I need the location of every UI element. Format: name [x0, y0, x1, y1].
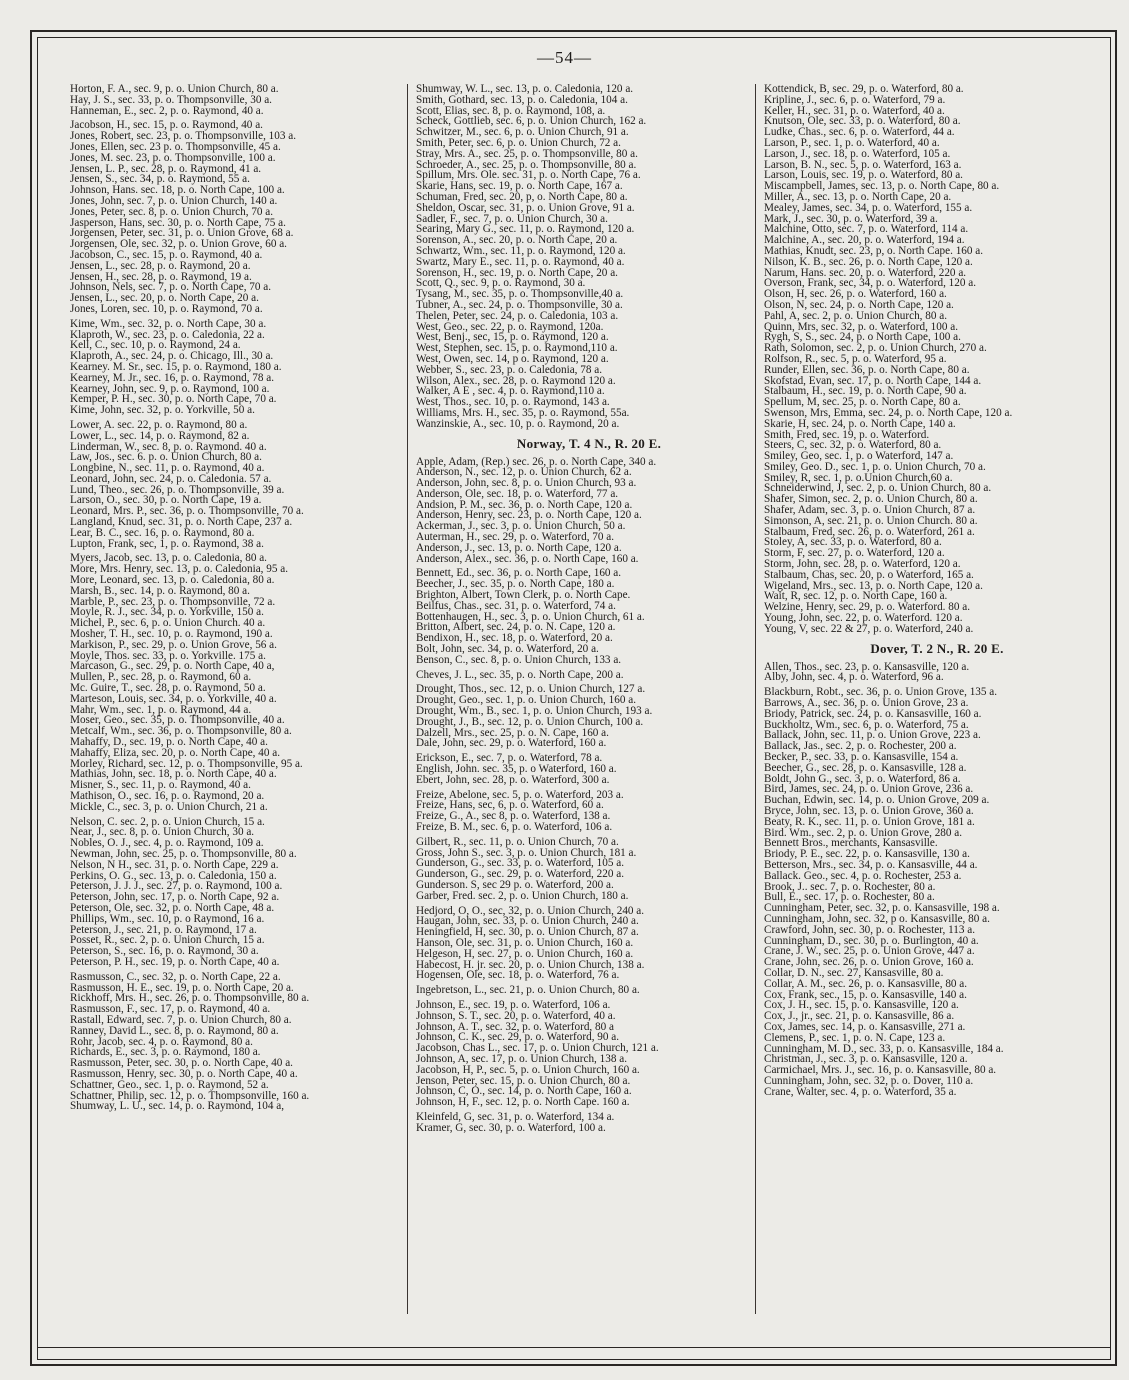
directory-entry: Mathison, O., sec. 16, p. o. Raymond, 20 a.	[70, 790, 265, 802]
directory-entry: Sheldon, Oscar, sec. 31, p. o. Union Grove, 91 a.	[416, 201, 635, 214]
directory-entry: Young, V, sec. 22 & 27, p. o. Waterford, 240 a.	[764, 622, 974, 635]
directory-entry: Jasperson, Hans, sec. 30, p. o. North Cape, 75 a.	[70, 216, 286, 229]
directory-entry: Lear, B. C., sec. 16, p. o. Raymond, 80 a.	[70, 526, 255, 539]
directory-entry: Hogensen, Ole, sec. 18, p. o. Waterford, 76 a.	[416, 969, 620, 982]
directory-entry: Smith, Fred, sec. 19, p. o. Waterford.	[764, 428, 930, 441]
directory-entry: Hanneman, E., sec. 2, p. o. Raymond, 40 a.	[70, 104, 264, 117]
directory-entry: Bird, James, sec. 24, p. o. Union Grove, 236 a.	[764, 783, 974, 796]
directory-entry: Allen, Thos., sec. 23, p. o. Kansasville, 120 a.	[764, 660, 970, 673]
directory-entry: Rasmusson, F., sec. 17, p. o. Raymond, 40 a.	[70, 1003, 271, 1016]
directory-entry: Carmichael, Mrs. J., sec. 16, p. o. Kansasville, 80 a.	[764, 1064, 997, 1077]
directory-entry: Rasmusson, H. E., sec. 19, p. o. North Cape, 20 a.	[70, 981, 294, 994]
directory-entry: Nilson, K. B., sec. 26, p. o. North Cape, 120 a.	[764, 255, 973, 268]
directory-entry: Collar, D. N., sec. 27, Kansasville, 80 a.	[764, 966, 944, 979]
directory-entry: Blackburn, Robt., sec. 36, p. o. Union Grove, 135 a.	[764, 686, 998, 699]
directory-entry: Gunderson, G., sec. 33, p. o. Waterford, 105 a.	[416, 857, 624, 870]
directory-entry: Kottendick, B, sec. 29, p. o. Waterford, 80 a.	[764, 83, 964, 95]
directory-entry: Crawford, John, sec. 30, p. o. Rochester, 113 a.	[764, 923, 976, 936]
directory-entry: Anderson, John, sec. 8, p. o. Union Church, 93 a.	[416, 477, 637, 490]
directory-entry: Walker, A E , sec. 4, p. o. Raymond,110 a.	[416, 385, 605, 398]
directory-entry: Scott, Elias, sec. 8, p. o. Raymond, 108, a.	[416, 104, 606, 117]
directory-entry: Young, John, sec. 22, p. o. Waterford. 120 a.	[764, 612, 963, 625]
directory-entry: Moyle, R. J., sec. 34, p. o. Yorkville, 150 a.	[70, 606, 264, 619]
directory-entry: Beecher, J., sec. 35, p. o. North Cape, 180 a.	[416, 578, 615, 591]
directory-entry: More, Leonard, sec. 13, p. o. Caledonia, 80 a.	[70, 574, 275, 587]
directory-entry: Rygh, S, S., sec. 24, p. o North Cape, 100 a.	[764, 331, 961, 344]
directory-entry: Crane, John, sec. 26, p. o. Union Grove, 160 a.	[764, 956, 974, 969]
directory-entry: Heningfield, H, sec. 30, p. o. Union Church, 87 a.	[416, 926, 639, 939]
directory-entry: Ackerman, J., sec. 3, p. o. Union Church, 50 a.	[416, 520, 626, 533]
directory-entry: Schneiderwind, J, sec. 2, p. o. Union Church, 80 a.	[764, 482, 992, 495]
directory-entry: Rasmusson, Henry, sec. 30, p. o. North Cape, 40 a.	[70, 1067, 298, 1080]
directory-entry: Perkins, O. G., sec. 13, p. o. Caledonia, 150 a.	[70, 869, 277, 882]
directory-entry: Tysang, M., sec. 35, p. o. Thompsonville,40 a.	[416, 288, 624, 301]
directory-entry: Buchan, Edwin, sec. 14, p. o. Union Grove, 209 a.	[764, 794, 990, 807]
directory-entry: Dalzell, Mrs., sec. 25, p. o. N. Cape, 160 a.	[416, 726, 609, 739]
directory-entry: Nobles, O. J., sec. 4, p. o. Raymond, 109 a.	[70, 837, 264, 850]
directory-entry: Anderson, Ole, sec. 18, p. o. Waterford, 77 a.	[416, 487, 619, 500]
township-heading: Norway, T. 4 N., R. 20 E.	[516, 435, 662, 451]
directory-entry: Williams, Mrs. H., sec. 35, p. o. Raymond, 55a.	[416, 406, 630, 419]
directory-entry: Johnson, S. T., sec. 20, p. o. Waterford, 40 a.	[416, 1009, 616, 1022]
directory-entry: Briody, P. E., sec. 22, p. o. Kansasville, 130 a.	[764, 848, 970, 861]
directory-entry: Tubner, A., sec. 24, p. o. Thompsonville, 30 a.	[416, 298, 623, 311]
directory-entry: Steers, C, sec. 32, p. o. Waterford, 80 a.	[764, 439, 942, 452]
directory-entry: Smiley, R, sec. 1, p. o.Union Church,60 a.	[764, 471, 953, 484]
directory-entry: Anderson, Alex., sec. 36, p. o. North Cape, 160 a.	[416, 552, 639, 565]
directory-entry: Bennett Bros., merchants, Kansasville.	[764, 837, 938, 850]
directory-entry: Near, J., sec. 8, p. o. Union Church, 30 a.	[70, 826, 255, 839]
directory-entry: Gunderson, G., sec. 29, p. o. Waterford, 220 a.	[416, 868, 624, 881]
directory-entry: Jacobson, H, P., sec. 5, p. o. Union Church, 160 a.	[416, 1063, 640, 1076]
directory-entry: Hay, J. S., sec. 33, p. o. Thompsonville, 30 a.	[70, 93, 272, 106]
directory-entry: Storm, John, sec. 28, p. o. Waterford, 120 a.	[764, 558, 961, 571]
column-divider	[407, 84, 408, 1314]
directory-entry: Betterson, Mrs., sec. 34, p. o. Kansasville, 44 a.	[764, 858, 978, 871]
directory-entry: Stalbaum, Chas, sec. 20, p. o Waterford, 165 a.	[764, 568, 974, 581]
directory-entry: Thelen, Peter, sec. 24, p. o. Caledonia, 103 a.	[416, 309, 619, 322]
directory-entry: Kime, Wm., sec. 32, p. o. North Cape, 30 a.	[70, 317, 267, 330]
directory-entry: Marsh, B., sec. 14, p. o. Raymond, 80 a.	[70, 584, 250, 597]
directory-entry: Boldt, John G., sec. 3, p. o. Waterford, 86 a.	[764, 772, 961, 785]
directory-entry: Bird. Wm., sec. 2, p. o. Union Grove, 280 a.	[764, 826, 963, 839]
directory-entry: Cunningham, M. D., sec. 33, p. o. Kansasville, 184 a.	[764, 1042, 1004, 1055]
directory-entry: Jones, Loren, sec. 10, p. o. Raymond, 70 a.	[70, 302, 263, 315]
directory-entry: Bull, E., sec. 17, p. o. Rochester, 80 a.	[764, 891, 935, 904]
directory-entry: Langland, Knud, sec. 31, p. o. North Cape, 237 a.	[70, 516, 293, 529]
directory-entry: Overson, Frank, sec, 34, p. o. Waterford, 120 a.	[764, 277, 977, 290]
directory-entry: Klaproth, A., sec. 24, p. o. Chicago, Ill., 30 a.	[70, 350, 274, 363]
directory-entry: Cox, J. H., sec. 15, p. o. Kansasville, 120 a.	[764, 999, 959, 1012]
directory-entry: Kime, John, sec. 32, p. o. Yorkville, 50 a.	[70, 404, 255, 417]
directory-entry: Mahr, Wm., sec. 1, p. o. Raymond, 44 a.	[70, 703, 252, 716]
directory-entry: Sorenson, A., sec. 20, p. o. North Cape, 20 a.	[416, 234, 618, 247]
directory-entry: Longbine, N., sec. 11, p. o. Raymond, 40 a.	[70, 462, 265, 475]
directory-entry: Schwartz, Wm., sec. 11, p. o. Raymond, 120 a.	[416, 244, 626, 257]
directory-entry: Shumway, L. U., sec. 14, p. o. Raymond, 104 a,	[70, 1100, 284, 1113]
directory-entry: Beecher, G., sec. 28, p. o. Kansasville, 128 a.	[764, 761, 967, 774]
directory-entry: Mullen, P., sec. 28, p. o. Raymond, 60 a.	[70, 671, 252, 684]
directory-entry: Schuman, Fred, sec. 20, p, o. North Cape, 80 a.	[416, 190, 628, 203]
directory-entry: Freize, Abelone, sec. 5, p. o. Waterford, 203 a.	[416, 788, 624, 801]
directory-entry: Larson, J., sec. 18, p. o. Waterford, 105 a.	[764, 147, 951, 160]
directory-entry: Crane, Walter, sec. 4, p. o. Waterford, 35 a.	[764, 1085, 957, 1098]
directory-entry: Malchine, A., sec. 20, p. o. Waterford, 194 a.	[764, 234, 965, 247]
directory-entry: Horton, F. A., sec. 9, p. o. Union Church, 80 a.	[70, 83, 279, 95]
directory-entry: Rickhoff, Mrs. H., sec. 26, p. o. Thompsonville, 80 a.	[70, 992, 310, 1005]
directory-entry: West, Owen, sec. 14, p o. Raymond, 120 a.	[416, 352, 609, 365]
directory-entry: Freize, G., A., sec 8, p. o. Waterford, 138 a.	[416, 810, 611, 823]
directory-entry: Stray, Mrs. A., sec. 25, p. o. Thompsonville, 80 a.	[416, 147, 638, 160]
directory-entry: Kripline, J., sec. 6, p. o. Waterford, 79 a.	[764, 93, 946, 106]
directory-entry: Schroeder, A., sec. 25, p. o. Thompsonville, 80 a.	[416, 158, 637, 171]
directory-entry: Mahaffy, D., sec. 19, p. o. North Cape, 40 a.	[70, 736, 268, 749]
directory-entry: Kearney. M. Sr., sec. 15, p. o. Raymond, 180 a.	[70, 360, 282, 373]
directory-entry: Leonard, Mrs. P., sec. 36, p. o. Thompsonville, 70 a.	[70, 505, 304, 518]
directory-entry: Bendixon, H., sec. 18, p. o. Waterford, 20 a.	[416, 632, 613, 645]
directory-entry: Ballack. Geo., sec. 4, p. o. Rochester, 253 a.	[764, 869, 962, 882]
directory-entry: Wait, R, sec. 12, p. o. North Cape, 160 a.	[764, 590, 948, 603]
directory-entry: Markison, P., sec. 29, p. o. Union Grove, 56 a.	[70, 638, 277, 651]
directory-entry: Jensen, L., sec. 20, p. o. North Cape, 20 a.	[70, 292, 259, 305]
directory-entry: Auterman, H., sec. 29, p. o. Waterford, 70 a.	[416, 531, 615, 544]
directory-entry: Larson, Louis, sec. 19, p. o. Waterford, 80 a.	[764, 169, 963, 182]
directory-entry: Metcalf, Wm., sec. 36, p. o. Thompsonville, 80 a.	[70, 725, 292, 738]
directory-entry: Smith, Gothard, sec. 13, p. o. Caledonia, 104 a.	[416, 93, 628, 106]
directory-entry: Garber, Fred. sec. 2, p. o. Union Church, 180 a.	[416, 889, 629, 902]
directory-entry: Searing, Mary G., sec. 11, p. o. Raymond, 120 a.	[416, 223, 635, 236]
directory-entry: Jensen, L. P., sec. 28, p. o. Raymond, 41 a.	[70, 162, 262, 175]
directory-entry: Shumway, W. L., sec. 13, p. o. Caledonia, 120 a.	[416, 83, 634, 95]
directory-entry: Mickle, C., sec. 3, p. o. Union Church, 21 a.	[70, 800, 268, 813]
directory-entry: West, Stephen, sec. 15, p. o. Raymond,110 a.	[416, 342, 618, 355]
directory-entry: Phillips, Wm., sec. 10, p. o Raymond, 16 a.	[70, 912, 265, 925]
directory-entry: Peterson, P. H., sec. 19, p. o. North Cape, 40 a.	[70, 955, 280, 968]
directory-entry: Johnson, A. T., sec. 32, p. o. Waterford, 80 a	[416, 1020, 614, 1033]
directory-entry: Bottenhaugen, H., sec. 3, p. o. Union Church, 61 a.	[416, 610, 645, 623]
directory-entry: Misner, S., sec. 11, p. o. Raymond, 40 a.	[70, 779, 251, 792]
directory-entry: Miscampbell, James, sec. 13, p. o. North Cape, 80 a.	[764, 180, 1000, 193]
directory-entry: Haugan, John, sec. 33, p. o. Union Church, 240 a.	[416, 915, 639, 928]
directory-entry: Larson, P., sec. 1, p. o. Waterford, 40 a.	[764, 136, 940, 149]
directory-entry: Morley, Richard, sec. 12, p. o. Thompsonville, 95 a.	[70, 757, 303, 770]
directory-entry: Schattner, Philip, sec. 12, p. o. Thompsonville, 160 a.	[70, 1089, 310, 1102]
directory-entry: Cunningham, John, sec. 32, p. o. Dover, 110 a.	[764, 1074, 974, 1087]
directory-entry: Jones, Peter, sec. 8, p. o. Union Church, 70 a.	[70, 205, 274, 218]
directory-entry: Marcason, G., sec. 29, p. o. North Cape, 40 a,	[70, 660, 275, 673]
directory-entry: Drought, Wm., B., sec. 1, p. o. Union Church, 193 a.	[416, 705, 653, 718]
directory-entry: Bolt, John, sec. 34, p. o. Waterford, 20 a.	[416, 643, 599, 656]
directory-entry: Leonard, John, sec. 24, p. o. Caledonia. 57 a.	[70, 472, 272, 485]
directory-entry: Schattner, Geo., sec. 1, p. o. Raymond, 52 a.	[70, 1078, 269, 1091]
directory-entry: Lupton, Frank, sec, 1, p. o. Raymond, 38 a.	[70, 537, 264, 550]
directory-entry: Erickson, E., sec. 7, p. o. Waterford, 78 a.	[416, 752, 603, 765]
directory-entry: Spillum, Mrs. Ole. sec. 31, p. o. North Cape, 76 a.	[416, 169, 641, 182]
directory-entry: Kearney, M. Jr., sec. 16, p. o. Raymond, 78 a.	[70, 371, 275, 384]
directory-entry: Ballack, John, sec. 11, p. o. Union Grove, 223 a.	[764, 729, 981, 742]
directory-entry: Cunningham, John, sec. 32, p o. Kansasville, 80 a.	[764, 912, 990, 925]
directory-entry: Wanzinskie, A., sec. 10, p. o. Raymond, 20 a.	[416, 417, 620, 430]
directory-entry: West, Geo., sec. 22, p. o. Raymond, 120a.	[416, 320, 604, 333]
directory-entry: Freize, B. M., sec. 6, p. o. Waterford, 106 a.	[416, 821, 613, 833]
directory-entry: Bryce, John, sec. 13, p. o. Union Grove, 360 a.	[764, 805, 974, 817]
directory-entry: Rohr, Jacob, sec. 4, p. o. Raymond, 80 a.	[70, 1035, 253, 1048]
directory-entry: Beaty, R. K., sec. 11, p. o. Union Grove, 181 a.	[764, 815, 975, 828]
directory-entry: Jenson, Peter, sec. 15, p. o. Union Church, 80 a.	[416, 1074, 631, 1087]
bottom-rule	[37, 1347, 1111, 1348]
directory-entry: Johnson, H, F., sec. 12, p. o. North Cape. 160 a.	[416, 1096, 630, 1109]
directory-entry: Law, Jos., sec. 6. p. o. Union Church, 80 a.	[70, 451, 262, 464]
directory-entry: Johnson, E., sec. 19, p. o. Waterford, 106 a.	[416, 998, 611, 1011]
directory-entry: Gilbert, R., sec. 11, p. o. Union Church, 70 a.	[416, 835, 619, 848]
column-1	[70, 84, 416, 1112]
directory-entry: Mark, J., sec. 30, p. o. Waterford, 39 a.	[764, 212, 938, 225]
directory-entry: Hedjord, O, O., sec, 32, p. o. Union Church, 240 a.	[416, 904, 645, 917]
directory-entry: Christman, J., sec. 3, p. o. Kansasville, 120 a.	[764, 1053, 968, 1066]
directory-entry: Cox, Frank, sec., 15, p. o. Kansasville, 140 a.	[764, 988, 967, 1001]
directory-entry: Mealey, James, sec. 34, p. o. Waterford, 155 a.	[764, 201, 973, 214]
directory-entry: Klaproth, W., sec. 23, p. o. Caledonia, 22 a.	[70, 328, 265, 341]
directory-entry: Rastall, Edward, sec. 7, p. o. Union Church, 80 a.	[70, 1013, 292, 1026]
directory-entry: Malchine, Otto, sec. 7, p. o. Waterford, 114 a.	[764, 223, 969, 236]
directory-entry: Mosher, T. H., sec. 10, p. o. Raymond, 190 a.	[70, 628, 273, 641]
directory-entry: English, John. sec. 35, p. o Waterford, 160 a.	[416, 763, 617, 776]
directory-entry: Scheck, Gottlieb, sec. 6, p. o. Union Church, 162 a.	[416, 115, 647, 128]
directory-entry: Swartz, Mary E., sec. 11, p. o. Raymond, 40 a.	[416, 255, 625, 268]
directory-entry: Jorgensen, Ole, sec. 32, p. o. Union Grove, 60 a.	[70, 238, 287, 251]
directory-entry: Skarie, Hans, sec. 19, p. o. North Cape, 167 a.	[416, 180, 623, 193]
directory-entry: Rath, Solomon, sec. 2, p. o. Union Church, 270 a.	[764, 342, 987, 355]
directory-entry: Brighton, Albert, Town Clerk, p. o. North Cape.	[416, 589, 631, 602]
directory-entry: Ludke, Chas., sec. 6, p. o. Waterford, 44 a.	[764, 126, 955, 139]
directory-entry: Mathias, John, sec. 18, p. o. North Cape, 40 a.	[70, 768, 277, 781]
directory-entry: Kleinfeld, G, sec. 31, p. o. Waterford, 134 a.	[416, 1110, 615, 1123]
directory-entry: Barrows, A., sec. 36, p. o. Union Grove, 23 a.	[764, 697, 969, 710]
directory-entry: Skarie, H, sec. 24, p. o. North Cape, 140 a.	[764, 417, 956, 430]
directory-entry: Gunderson. S, sec 29 p. o. Waterford, 200 a.	[416, 878, 614, 891]
directory-entry: Ebert, John, sec. 28, p. o. Waterford, 300 a.	[416, 773, 610, 786]
directory-entry: Simonson, A, sec. 21, p. o. Union Church. 80 a.	[764, 514, 978, 527]
directory-entry: Cunningham, D., sec. 30, p. o. Burlington, 40 a.	[764, 934, 979, 947]
directory-entry: Jensen, L., sec. 28, p. o. Raymond, 20 a.	[70, 259, 251, 272]
township-heading: Dover, T. 2 N., R. 20 E.	[870, 640, 1004, 656]
directory-entry: Nelson, C. sec. 2, p. o. Union Church, 15 a.	[70, 815, 265, 828]
directory-entry: Richards, E., sec. 3, p. o. Raymond, 180 a.	[70, 1046, 261, 1059]
directory-entry: Cheves, J. L., sec. 35, p. o. North Cape, 200 a.	[416, 668, 624, 681]
directory-entry: Wigeland, Mrs., sec. 13, p. o. North Cape, 120 a.	[764, 579, 983, 592]
directory-entry: Cunningham, Peter, sec. 32, p. o. Kansasville, 198 a.	[764, 902, 1000, 915]
directory-entry: Swenson, Mrs, Emma, sec. 24, p. o. North Cape, 120 a.	[764, 406, 1013, 419]
directory-entry: Buckholtz, Wm., sec. 6, p. o. Waterford, 75 a.	[764, 718, 969, 731]
directory-entry: Andsion, P. M., sec. 36, p. o. North Cape, 120 a.	[416, 498, 633, 511]
directory-entry: Smiley, Geo, sec. 1, p. o Waterford, 147 a.	[764, 450, 954, 463]
directory-entry: Newman, John, sec. 25, p. o. Thompsonville, 80 a.	[70, 847, 297, 860]
directory-entry: Brook, J.. sec. 7, p. o. Rochester, 80 a.	[764, 880, 936, 893]
directory-entry: Jones, Ellen, sec. 23 p. o. Thompsonville, 45 a.	[70, 140, 281, 153]
column-3	[764, 84, 1110, 1098]
directory-entry: Marteson, Louis, sec. 34, p. o. Yorkville, 40 a.	[70, 692, 277, 705]
directory-entry: Jacobson, H., sec. 15, p. o. Raymond, 40 a.	[70, 119, 263, 132]
directory-entry: Bennett, Ed., sec. 36, p. o. North Cape, 160 a.	[416, 567, 622, 580]
directory-entry: Mahaffy, Eliza, sec. 20, p. o. North Cape, 40 a.	[70, 746, 281, 759]
directory-entry: Jensen, H., sec. 28, p. o. Raymond, 19 a.	[70, 270, 252, 283]
directory-entry: Quinn, Mrs, sec. 32, p. o. Waterford, 100 a.	[764, 320, 959, 333]
directory-entry: Drought, Thos., sec. 12, p. o. Union Church, 127 a.	[416, 683, 646, 696]
directory-entry: Rasmusson, Peter, sec. 30, p. o. North Cape, 40 a.	[70, 1057, 293, 1070]
directory-entry: Narum, Hans. sec. 20, p. o. Waterford, 220 a.	[764, 266, 967, 279]
directory-entry: Ballack, Jas., sec. 2, p. o. Rochester, 200 a.	[764, 740, 957, 753]
directory-entry: West, Thos., sec. 10, p. o. Raymond, 143 a.	[416, 396, 610, 409]
directory-entry: Stalbaum, Fred, sec. 26, p. o. Waterford, 261 a.	[764, 525, 975, 538]
directory-entry: Smiley, Geo. D., sec. 1, p. o. Union Church, 70 a.	[764, 460, 986, 473]
directory-entry: Peterson, J. J. J., sec. 27, p. o. Raymond, 100 a.	[70, 880, 283, 893]
directory-entry: Johnson, Nels, sec. 7, p. o. North Cape, 70 a.	[70, 281, 272, 294]
directory-entry: Peterson, J., sec. 21, p. o. Raymond, 17 a.	[70, 923, 257, 936]
column-divider	[755, 84, 756, 1314]
directory-entry: More, Mrs. Henry, sec. 13, p. o. Caledonia, 95 a.	[70, 563, 289, 576]
directory-entry: Larson, B. N., sec. 5, p. o. Waterford, 163 a.	[764, 158, 962, 171]
directory-entry: Peterson, S., sec. 16, p. o. Raymond, 30 a.	[70, 945, 259, 958]
directory-entry: Anderson, N., sec. 12, p. o. Union Church, 62 a.	[416, 466, 632, 479]
column-2	[416, 84, 762, 1134]
directory-entry: Skofstad, Evan, sec. 17, p. o. North Cape, 144 a.	[764, 374, 982, 387]
directory-entry: Jones, M. sec. 23, p. o. Thompsonville, 100 a.	[70, 151, 276, 164]
directory-entry: Helgeson, H, sec. 27, p. o. Union Church, 160 a.	[416, 947, 634, 960]
directory-entry: Shafer, Simon, sec. 2, p. o. Union Church, 80 a.	[764, 493, 978, 506]
directory-entry: Clemens, P., sec. 1, p. o. N. Cape, 123 a.	[764, 1031, 946, 1044]
directory-entry: Sadler, F., sec. 7, p. o. Union Church, 30 a.	[416, 212, 608, 225]
directory-entry: Cox, J., jr., sec. 21, p. o. Kansasville, 86 a.	[764, 1010, 955, 1023]
directory-entry: Smith, Peter, sec. 6, p. o. Union Church, 72 a.	[416, 136, 621, 149]
directory-entry: Johnson, C. K., sec. 29, p. o. Waterford, 90 a.	[416, 1031, 620, 1044]
directory-entry: Johnson, C, O., sec. 14, p. o. North Cape, 160 a.	[416, 1085, 632, 1098]
directory-entry: Kramer, G, sec. 30, p. o. Waterford, 100 a.	[416, 1121, 606, 1134]
directory-entry: Runder, Ellen, sec. 36, p. o. North Cape, 80 a.	[764, 363, 970, 376]
directory-entry: Stoley, A, sec. 33, p. o. Waterford, 80 a.	[764, 536, 942, 549]
directory-entry: Anderson, J., sec. 13, p. o. North Cape, 120 a.	[416, 541, 622, 554]
directory-entry: Ingebretson, L., sec. 21, p. o. Union Church, 80 a.	[416, 984, 640, 997]
directory-entry: Spellum, M, sec. 25, p. o. North Cape, 80 a.	[764, 396, 961, 409]
directory-entry: Sorenson, H., sec. 19, p. o. North Cape, 20 a.	[416, 266, 618, 279]
directory-entry: Apple, Adam, (Rep.) sec. 26, p. o. North Cape, 340 a.	[416, 455, 657, 468]
directory-entry: Becker, P., sec. 33, p. o. Kansasville, 154 a.	[764, 751, 959, 764]
directory-entry: Keller, H., sec. 31, p. o. Waterford, 40 a.	[764, 104, 945, 117]
directory-entry: Freize, Hans, sec, 6, p. o. Waterford, 60 a.	[416, 799, 604, 812]
directory-entry: Marble, P., sec. 23, p. o. Thompsonville, 72 a.	[70, 595, 276, 608]
directory-entry: Kearney, John, sec. 9, p. o. Raymond, 100 a.	[70, 382, 270, 395]
directory-entry: Gross, John S., sec. 3, p. o. Union Church, 181 a.	[416, 846, 637, 859]
directory-entry: Beilfus, Chas., sec. 31, p. o. Waterford, 74 a.	[416, 599, 616, 612]
page-number: —54—	[537, 48, 592, 67]
directory-entry: Johnson, A, sec. 17, p. o. Union Church, 138 a.	[416, 1052, 627, 1065]
directory-entry: Lower, A. sec. 22, p. o. Raymond, 80 a.	[70, 418, 248, 431]
directory-entry: Myers, Jacob, sec. 13, p. o. Caledonia, 80 a.	[70, 552, 267, 565]
directory-entry: Pahl, A, sec. 2, p. o. Union Church, 80 a.	[764, 309, 948, 322]
directory-entry: Scott, Q., sec. 9, p. o. Raymond, 30 a.	[416, 277, 586, 290]
directory-entry: Nelson, N H., sec. 31, p. o. North Cape, 229 a.	[70, 858, 279, 871]
directory-entry: Kemper, P. H., sec. 30, p. o. North Cape, 70 a.	[70, 393, 277, 406]
directory-entry: Schwitzer, M., sec. 6, p. o. Union Church, 91 a.	[416, 126, 629, 139]
directory-entry: Collar, A. M., sec. 26, p. o. Kansasville, 80 a.	[764, 977, 968, 990]
directory-entry: Rolfson, R., sec. 5, p. o. Waterford, 95 a.	[764, 352, 947, 365]
directory-entry: Peterson, John, sec. 17, p. o. North Cape, 92 a.	[70, 891, 280, 904]
directory-entry: Larson, O., sec. 30, p. o. North Cape, 19 a.	[70, 494, 262, 507]
directory-entry: Crane, J. W., sec. 25, p. o. Union Grove, 447 a.	[764, 945, 975, 958]
directory-entry: Alby, John, sec. 4, p. o. Waterford, 96 a.	[764, 671, 944, 684]
directory-entry: Jacobson, C., sec. 15, p. o. Raymond, 40 a.	[70, 248, 263, 261]
directory-entry: Lower, L., sec. 14, p. o. Raymond, 82 a.	[70, 429, 250, 442]
directory-entry: Olson, N, sec. 24, p. o. North Cape, 120 a.	[764, 298, 954, 311]
directory-entry: Anderson, Henry, sec. 23, p. o. North Cape, 120 a.	[416, 509, 642, 522]
directory-entry: Olson, H, sec. 26, p. o. Waterford, 160 a.	[764, 288, 947, 301]
directory-entry: Moyle, Thos. sec. 33, p. o. Yorkville. 175 a.	[70, 649, 266, 662]
directory-entry: Welzine, Henry, sec. 29, p. o. Waterford. 80 a.	[764, 601, 971, 614]
directory-entry: Ranney, David L., sec. 8, p. o. Raymond, 80 a.	[70, 1024, 279, 1037]
directory-entry: Cox, James, sec. 14, p. o. Kansasville, 271 a.	[764, 1020, 966, 1033]
directory-entry: Shafer, Adam, sec. 3, p. o. Union Church, 87 a.	[764, 504, 976, 517]
directory-entry: Lund, Theo., sec. 26, p. o. Thompsonville, 39 a.	[70, 483, 285, 496]
directory-entry: Habecost, H. jr. sec. 20, p. o. Union Church, 138 a.	[416, 958, 645, 971]
directory-entry: Drought, J., B., sec. 12, p. o. Union Church, 100 a.	[416, 715, 644, 728]
directory-entry: Dale, John, sec. 29, p. o. Waterford, 160 a.	[416, 737, 607, 750]
directory-entry: Jones, Robert, sec. 23, p. o. Thompsonville, 103 a.	[70, 130, 297, 143]
directory-entry: Moser, Geo., sec. 35, p. o. Thompsonville, 40 a.	[70, 714, 285, 727]
directory-entry: Rasmusson, C., sec. 32, p. o. North Cape, 22 a.	[70, 970, 281, 983]
directory-entry: Benson, C., sec. 8, p. o. Union Church, 133 a.	[416, 653, 622, 666]
directory-entry: Posset, R., sec. 2, p. o. Union Church, 15 a.	[70, 934, 265, 947]
directory-entry: Peterson, Ole, sec. 32, p. o. North Cape, 48 a.	[70, 901, 275, 914]
directory-entry: Mathias, Knudt, sec. 23, p, o. North Cape. 160 a.	[764, 244, 984, 257]
directory-entry: Linderman, W., sec. 8, p. o. Raymond. 40 a.	[70, 440, 267, 453]
directory-entry: Drought, Geo., sec. 1, p. o. Union Church, 160 a.	[416, 694, 636, 707]
directory-entry: Michel, P., sec. 6, p. o. Union Church. 40 a.	[70, 617, 266, 630]
directory-entry: Knutson, Ole, sec. 33, p. o. Waterford, 80 a.	[764, 115, 961, 128]
directory-entry: Jones, John, sec. 7, p. o. Union Church, 140 a.	[70, 194, 278, 207]
directory-entry: Jensen, S., sec. 34, p. o. Raymond, 55 a.	[70, 173, 250, 186]
directory-entry: Mc. Guire, T., sec. 28, p. o. Raymond, 50 a.	[70, 682, 266, 695]
directory-entry: Johnson, Hans. sec. 18, p. o. North Cape, 100 a.	[70, 184, 285, 197]
directory-entry: Webber, S., sec. 23, p. o. Caledonia, 78 a.	[416, 363, 602, 376]
directory-entry: Jorgensen, Peter, sec. 31, p. o. Union Grove, 68 a.	[70, 227, 294, 240]
directory-entry: West, Benj., sec, 15, p. o. Raymond, 120 a.	[416, 331, 609, 344]
directory-entry: Briody, Patrick, sec. 24, p. o. Kansasville, 160 a.	[764, 707, 982, 720]
directory-entry: Britton, Albert, sec. 24, p. o. N. Cape, 120 a.	[416, 621, 616, 634]
directory-entry: Jacobson, Chas L., sec. 17, p. o. Union Church, 121 a.	[416, 1042, 659, 1055]
directory-entry: Kell, C., sec. 10, p. o. Raymond, 24 a.	[70, 339, 241, 352]
directory-entry: Hanson, Ole, sec. 31, p. o. Union Church, 160 a.	[416, 936, 634, 949]
directory-entry: Stalbaum, H., sec. 19, p. o. North Cape, 90 a.	[764, 385, 967, 398]
directory-entry: Miller, A., sec. 13, p. o. North Cape, 20 a.	[764, 190, 952, 203]
directory-entry: Wilson, Alex., sec. 28, p. o. Raymond 120 a.	[416, 374, 616, 387]
directory-entry: Storm, F, sec. 27, p. o. Waterford, 120 a.	[764, 547, 945, 560]
